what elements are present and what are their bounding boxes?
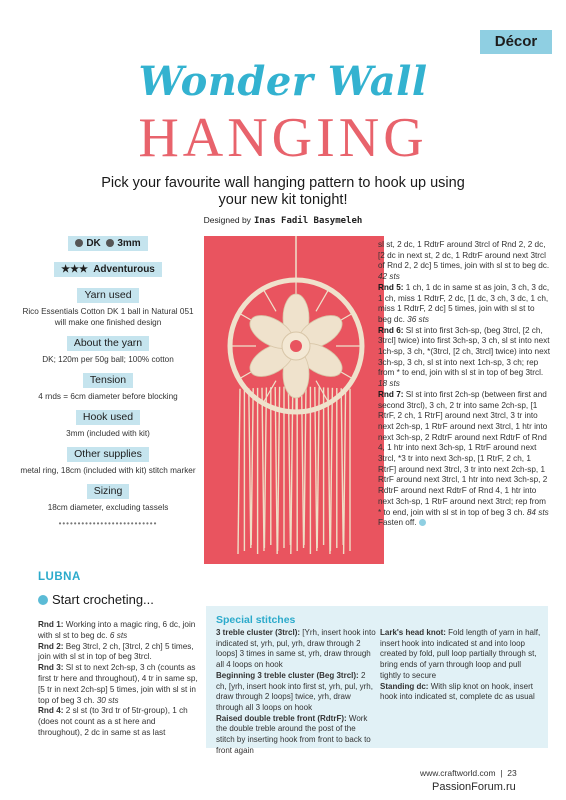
- stitch-text: Fold length of yarn in half, insert hook into indicated st and into loop created by fold, pull loop partially through st, bring ends of yarn through loop and pull tightly to secure: [380, 628, 541, 680]
- stitch-name: 3 treble cluster (3trcl):: [216, 628, 301, 637]
- difficulty-badge: [54, 262, 162, 277]
- stitch-text: 2 ch, [yrh, insert hook into first st, yrh, pul, yrh, draw through 2 loops] twice, yrh, draw through all 3 loops on hook: [216, 670, 373, 712]
- info-other-supplies: [20, 447, 196, 476]
- hook-size: 3mm: [117, 238, 141, 249]
- special-stitches-col1: [216, 628, 376, 756]
- round-label: Rnd 4:: [38, 706, 64, 716]
- page-number: 23: [507, 768, 517, 778]
- info-heading: Tension: [83, 373, 133, 388]
- round-label: Rnd 1:: [38, 620, 64, 629]
- info-hook-used: [20, 410, 196, 439]
- stitch-definition: [216, 628, 376, 671]
- round-body: Working into a magic ring, 6 dc, join with sl st to beg dc.: [38, 620, 196, 640]
- round-label: Rnd 5:: [378, 282, 404, 292]
- stitch-name: Beginning 3 treble cluster (Beg 3trcl):: [216, 670, 359, 680]
- stitch-text: [Yrh, insert hook into indicated st, yrh, pul, yrh, draw through 2 loops] 3 times in same st, yrh, draw through all 4 loops on hook: [216, 628, 376, 670]
- round-2: [38, 642, 198, 664]
- round-body: Beg 3trcl, 2 ch, [3trcl, 2 ch] 5 times, join with sl st in top of beg 3trcl.: [38, 641, 194, 662]
- stitch-name: Lark's head knot:: [380, 628, 446, 637]
- fasten-off: [378, 518, 550, 529]
- pattern-rounds-left: [38, 620, 198, 739]
- info-heading: Yarn used: [77, 288, 138, 303]
- special-stitches-box: [206, 606, 548, 755]
- round-label: Rnd 3:: [38, 663, 64, 673]
- dotted-divider: ••••••••••••••••••••••••••: [58, 519, 158, 528]
- wall-hanging-photo: [204, 236, 384, 564]
- start-heading: [38, 592, 154, 607]
- standfirst: Pick your favourite wall hanging pattern to hook up using your new kit tonight!: [101, 175, 465, 208]
- dreamcatcher-illustration: [204, 236, 384, 564]
- round-count: 84 sts: [526, 507, 549, 517]
- round-label: Rnd 6:: [378, 325, 404, 335]
- info-about-yarn: [20, 336, 196, 365]
- section-tag: Décor: [480, 30, 552, 54]
- yarn-ball-icon: [75, 239, 83, 247]
- round-count: 42 sts: [378, 272, 400, 282]
- round-body: Sl st to next 2ch-sp, 3 ch (counts as first tr here and throughout), 4 tr in same sp, [5 tr in next 2ch-sp] 5 times, join with sl st in top of beg 3 ch.: [38, 663, 198, 705]
- stitch-definition: [216, 714, 376, 757]
- info-sizing: [20, 484, 196, 529]
- info-text: 18cm diameter, excluding tassels: [47, 503, 169, 512]
- pattern-rounds-right: [378, 240, 550, 529]
- round-label: Rnd 7:: [378, 389, 404, 399]
- page-title-line1: Wonder Wall: [138, 58, 428, 105]
- fasten-off-text: Fasten off.: [378, 518, 417, 528]
- designer-name: Inas Fadil Basymeleh: [253, 216, 363, 226]
- page-title-line2: HANGING: [138, 107, 428, 169]
- info-tension: [20, 373, 196, 402]
- end-marker-icon: [419, 519, 426, 526]
- designer-credit: [0, 215, 566, 226]
- round-7: [378, 390, 550, 518]
- round-count: 36 sts: [407, 314, 429, 324]
- watermark: PassionForum.ru: [432, 781, 516, 793]
- round-body: sl st, 2 dc, 1 RdtrF around 3trcl of Rnd 2, 2 dc, [2 dc in next st, 2 dc, 1 RdtrF around next 3trcl of Rnd 2, 2 dc] 5 times, join with sl st to beg dc.: [378, 240, 550, 271]
- stitch-name: Standing dc:: [380, 681, 429, 691]
- stitch-definition: [380, 628, 542, 682]
- round-4: [38, 706, 198, 738]
- designer-label: Designed by: [203, 215, 251, 225]
- round-count: 18 sts: [378, 379, 400, 389]
- stitch-name: Raised double treble front (RdtrF):: [216, 713, 347, 723]
- weight-hook-badge: [68, 236, 147, 251]
- round-body: Sl st into first 3ch-sp, (beg 3trcl, [2 ch, 3trcl] twice) into first 3ch-sp, 3 ch, sl st into next 1ch-sp, 3 ch, *(3trcl, [2 ch, 3trcl] twice) into next 3ch-sp, 3 ch, sl st into next 1ch-sp, 3 ch; rep from * to end, join with sl st in top of beg 3trcl.: [378, 325, 551, 378]
- bullet-icon: [38, 595, 48, 605]
- hook-icon: [106, 239, 114, 247]
- stitch-definition: [380, 682, 542, 703]
- round-count: 30 sts: [96, 695, 119, 705]
- info-heading: Other supplies: [67, 447, 149, 462]
- round-body: 2 sl st (to 3rd tr of 5tr-group), 1 ch (does not count as a st here and throughout), 2 dc in same st as last: [38, 706, 188, 737]
- round-6: [378, 326, 550, 390]
- round-text-continued: [378, 240, 550, 283]
- stitch-definition: [216, 671, 376, 714]
- yarn-weight: DK: [86, 238, 101, 249]
- round-3: [38, 663, 198, 706]
- stitch-text: With slip knot on hook, insert hook into indicated st, complete dc as usual: [380, 681, 535, 702]
- info-yarn-used: [20, 288, 196, 328]
- info-text: DK; 120m per 50g ball; 100% cotton: [42, 355, 174, 364]
- round-body: 1 ch, 1 dc in same st as join, 3 ch, 3 dc, 1 ch, miss 1 RdtrF, 2 dc, [1 dc, 3 ch, 3 dc, 1 ch, miss 1 RdtrF, 2 dc] 5 times, join with sl st to beg dc.: [378, 282, 550, 324]
- round-body: Sl st into first 2ch-sp (between first and second 3trcl), 3 ch, 2 tr into same 2ch-sp, [1 RtrF, 2 ch, 1 RtrF] around next 3trcl, 3 tr into next 2ch-sp, 1 RtrF around next 3trcl, 1 htr into next 3ch-sp, 2 RdtrF around next RdtrF of Rnd 4, 1 htr into next 3ch-sp, 1 RtrF around next 3trcl, *3 tr into next 3ch-sp, [1 RtrF, 2 ch, 1 RtrF] around next 3trcl, 3 tr into next 2ch-sp, 1 RtrF around next 3trcl, 1 htr into next 3ch-sp, 2 RdtrF around next RdtrF of Rnd 4, 1 htr into next 3ch-sp, 1 RtrF around next 3trcl; rep from * to end, join with sl st in top of beg 3 ch.: [378, 389, 548, 517]
- footer-url: www.craftworld.com: [420, 768, 496, 778]
- info-heading: Hook used: [76, 410, 140, 425]
- info-text: 3mm (included with kit): [66, 429, 150, 438]
- difficulty-stars: ★★★: [61, 264, 89, 275]
- page-footer: www.craftworld.com | 23: [420, 768, 517, 778]
- difficulty-label: Adventurous: [93, 264, 155, 275]
- special-stitches-col2: [380, 628, 542, 703]
- info-text: 4 rnds = 6cm diameter before blocking: [38, 392, 178, 401]
- round-1: [38, 620, 198, 642]
- special-stitches-heading: Special stitches: [216, 614, 296, 626]
- round-5: [378, 283, 550, 326]
- start-heading-text: Start crocheting...: [52, 592, 154, 607]
- round-label: Rnd 2:: [38, 641, 64, 651]
- info-heading: Sizing: [87, 484, 130, 499]
- info-text: Rico Essentials Cotton DK 1 ball in Natural 051 will make one finished design: [22, 307, 194, 327]
- pattern-info-column: [20, 236, 196, 537]
- stitch-text: Work the double treble around the post of the stitch by inserting hook from front to back to front again: [216, 713, 371, 755]
- designer-short-name: LUBNA: [38, 571, 81, 583]
- info-text: metal ring, 18cm (included with kit) stitch marker: [20, 466, 196, 475]
- round-count: 6 sts: [109, 630, 128, 640]
- info-heading: About the yarn: [67, 336, 149, 351]
